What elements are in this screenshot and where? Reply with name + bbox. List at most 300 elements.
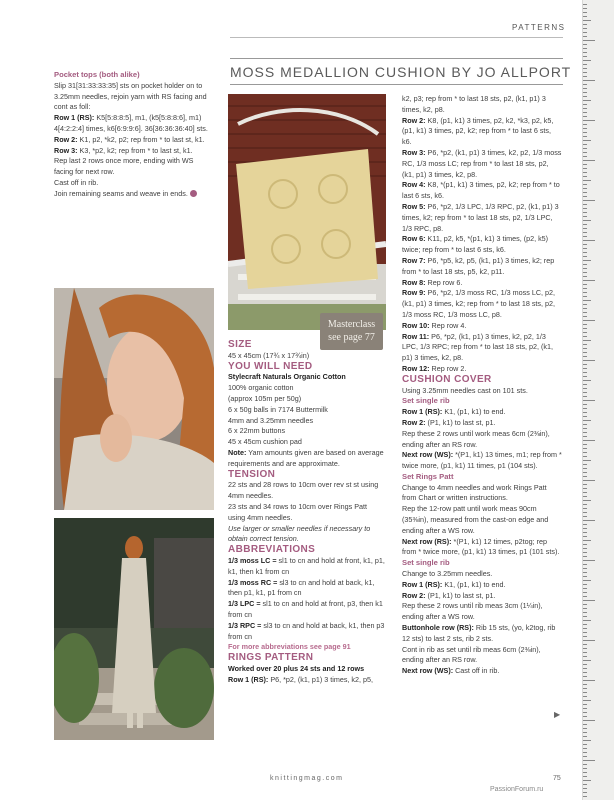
ruler-tick — [583, 636, 587, 637]
ruler-tick — [583, 676, 587, 677]
row-text: (P1, k1) to last st, p1. — [425, 590, 496, 600]
ruler-tick — [583, 196, 587, 197]
rings-row — [402, 321, 562, 332]
abbr-text: sl1 to cn and hold at front, k1, p1, k1, then k1 from cn — [228, 555, 385, 576]
ruler-tick — [583, 688, 587, 689]
row-label: Row 6: — [402, 234, 426, 244]
ruler-tick — [583, 424, 587, 425]
ruler-tick — [583, 596, 587, 597]
ruler-tick — [583, 244, 587, 245]
need-line: 4mm and 3.25mm needles — [228, 415, 314, 425]
ruler-tick — [583, 372, 587, 373]
ruler-tick — [583, 528, 587, 529]
pocket-row-2 — [54, 135, 214, 146]
row-label: Row 2: — [402, 115, 426, 125]
pattern-title: MOSS MEDALLION CUSHION BY JO ALLPORT — [230, 64, 572, 80]
ruler-tick — [583, 684, 587, 685]
row-text: P6, *p2, (k1, p1) 3 times, k2, p2, 1/3 LPC, 1/3 RPC; rep from * to last 18 sts, p2, (k1, p1) 3 times, k2, p8. — [402, 331, 553, 363]
ruler-tick — [583, 628, 587, 629]
ruler-tick — [583, 716, 587, 717]
ruler-tick — [583, 260, 591, 261]
ruler-tick — [583, 216, 587, 217]
row-label: Row 1 (RS): — [228, 674, 269, 684]
ruler-tick — [583, 88, 587, 89]
ruler-tick — [583, 780, 591, 781]
rings-row — [402, 234, 562, 256]
rib-repeat: Rep these 2 rows until rib meas 3cm (1¼in), ending after a WS row. — [402, 601, 543, 622]
row-text: K5[5:8:8:5], m1, (k5[5:8:8:6], m1) 4[4:2:2:4] times, k6[6:9:9:6]. 36[36:36:36:40] sts. — [54, 113, 208, 133]
ruler-tick — [583, 308, 587, 309]
ruler-tick — [583, 180, 591, 181]
ruler-tick — [583, 84, 587, 85]
ruler-tick — [583, 460, 591, 461]
ruler-tick — [583, 364, 587, 365]
row-text: K11, p2, k5, *(p1, k1) 3 times, (p2, k5) twice; rep from * to last 6 sts, k6. — [402, 234, 549, 255]
watermark: PassionForum.ru — [490, 786, 544, 793]
ruler-tick — [583, 420, 591, 421]
ruler-tick — [583, 476, 587, 477]
rib-instruction: Change to 3.25mm needles. — [402, 569, 493, 579]
buttonhole-row — [402, 623, 562, 645]
ruler-tick — [583, 412, 587, 413]
ruler-tick — [583, 796, 587, 797]
cushion-cover-heading: CUSHION COVER — [402, 373, 492, 385]
pocket-cast-off: Cast off in rib. — [54, 177, 99, 187]
ruler-tick — [583, 332, 587, 333]
ruler-tick — [583, 752, 587, 753]
row-label: Row 1 (RS): — [402, 579, 443, 589]
ruler-tick — [583, 400, 595, 401]
row-text: K3, *p2, k2; rep from * to last st, k1. — [77, 145, 193, 155]
ruler-tick — [583, 552, 587, 553]
ruler-tick — [583, 264, 587, 265]
abbr-label: 1/3 moss LC = — [228, 555, 277, 565]
ruler-tick — [583, 572, 587, 573]
rib-row — [402, 591, 562, 602]
set-single-rib-heading: Set single rib — [402, 396, 450, 406]
ruler-tick — [583, 120, 595, 121]
rib-row — [402, 407, 562, 418]
ruler-tick — [583, 316, 587, 317]
row-label: Row 2: — [54, 134, 78, 144]
title-rule-bottom — [230, 84, 563, 85]
row-label: Row 3: — [402, 147, 426, 157]
ruler-tick — [583, 176, 587, 177]
row-text: (P1, k1) to last st, p1. — [425, 417, 496, 427]
row-label: Row 12: — [402, 363, 430, 373]
row-label: Row 2: — [402, 417, 426, 427]
ruler-tick — [583, 192, 587, 193]
pocket-finishing — [54, 189, 214, 200]
ruler-tick — [583, 620, 591, 621]
ruler-tick — [583, 756, 587, 757]
ruler-tick — [583, 500, 591, 501]
row-label: Row 5: — [402, 201, 426, 211]
ruler-tick — [583, 556, 587, 557]
ruler-tick — [583, 336, 587, 337]
site-footer: knittingmag.com — [270, 775, 344, 782]
ruler-tick — [583, 188, 587, 189]
ruler-tick — [583, 744, 587, 745]
ruler-tick — [583, 444, 587, 445]
size-heading: SIZE — [228, 339, 252, 350]
ruler-tick — [583, 140, 591, 141]
ruler-tick — [583, 748, 587, 749]
ruler-tick — [583, 700, 591, 701]
ruler-tick — [583, 468, 587, 469]
row-text: Cast off in rib. — [453, 666, 500, 676]
ruler-tick — [583, 80, 595, 81]
model-closeup-photo — [54, 288, 214, 510]
ruler-tick — [583, 560, 595, 561]
ruler-tick — [583, 36, 587, 37]
ruler-tick — [583, 480, 595, 481]
ruler-tick — [583, 456, 587, 457]
rings-row — [402, 202, 562, 234]
ruler-tick — [583, 28, 587, 29]
ruler-tick — [583, 56, 587, 57]
rings-row-1 — [228, 675, 386, 686]
row-text: *(P1, k1) 12 times, p2tog; rep from * twice more, (p1, k1) 13 times, p1 (101 sts). — [402, 536, 560, 557]
ruler-tick — [583, 16, 587, 17]
ruler-tick — [583, 416, 587, 417]
ruler-tick — [583, 440, 595, 441]
row-text: Rep row 2. — [429, 363, 467, 373]
ruler-tick — [583, 208, 587, 209]
ruler-tick — [583, 8, 587, 9]
ruler-tick — [583, 652, 587, 653]
ruler-tick — [583, 672, 587, 673]
ruler-tick — [583, 664, 587, 665]
row-text: P6, *p2, (k1, p1) 3 times, k2, p2, 1/3 moss RC, 1/3 moss LC; rep from * to last 18 sts, p2, (k1, p1) 3 times, k2, p8. — [402, 147, 562, 179]
row-label: Row 1 (RS): — [402, 407, 443, 417]
ruler-tick — [583, 488, 587, 489]
rings-instruction: Rep the 12-row patt until work meas 90cm (35⅜in), measured from the cast-on edge and ending after a WS row. — [402, 504, 549, 535]
rings-next-row — [402, 537, 562, 559]
ruler-tick — [583, 724, 587, 725]
rib-continue: Cont in rib as set until rib meas 6cm (2⅜in), ending after an RS row. — [402, 644, 541, 665]
ruler-tick — [583, 44, 587, 45]
right-column — [402, 94, 562, 677]
ruler-tick — [583, 592, 587, 593]
ruler-tick — [583, 184, 587, 185]
ruler-tick — [583, 60, 591, 61]
page-number: 75 — [553, 775, 561, 782]
ruler-tick — [583, 32, 587, 33]
ruler-tick — [583, 204, 587, 205]
ruler-tick — [583, 692, 587, 693]
ruler-tick — [583, 656, 587, 657]
ruler-tick — [583, 624, 587, 625]
row-text: P6, *p2, 1/3 moss RC, 1/3 moss LC, p2, (k1, p1) 3 times, k2; rep from * to last 18 sts, p2, 1/3 moss RC, 1/3 moss LC, p8. — [402, 288, 555, 319]
ruler-tick — [583, 512, 587, 513]
ruler-tick — [583, 492, 587, 493]
note-text: Yarn amounts given are based on average requirements and are approximate. — [228, 447, 384, 468]
ruler-tick — [583, 668, 587, 669]
ruler-tick — [583, 312, 587, 313]
ruler-tick — [583, 712, 587, 713]
final-row — [402, 666, 562, 677]
rings-sub: Worked over 20 plus 24 sts and 12 rows — [228, 663, 365, 673]
set-single-rib-heading-2: Set single rib — [402, 558, 450, 568]
ruler-tick — [583, 404, 587, 405]
ruler-tick — [583, 452, 587, 453]
ruler-tick — [583, 116, 587, 117]
row-label: Row 3: — [54, 145, 78, 155]
row-text: Rep row 4. — [429, 320, 467, 330]
model-closeup-illustration — [54, 288, 214, 510]
ruler-tick — [583, 172, 587, 173]
row-text: K8, *(p1, k1) 3 times, p2, k2; rep from * to last 6 sts, k6. — [402, 180, 560, 201]
ruler-tick — [583, 288, 587, 289]
ruler-tick — [583, 224, 587, 225]
ruler-tick — [583, 20, 591, 21]
rib-row — [402, 580, 562, 591]
need-line: 45 x 45cm cushion pad — [228, 437, 302, 447]
ruler-tick — [583, 612, 587, 613]
tension-line: 22 sts and 28 rows to 10cm over rev st st using 4mm needles. — [228, 480, 379, 501]
row-text: K1, (p1, k1) to end. — [442, 579, 506, 589]
row-text: Rep row 6. — [425, 277, 463, 287]
ruler-tick — [583, 524, 587, 525]
row-label: Next row (WS): — [402, 450, 454, 460]
ruler-tick — [583, 96, 587, 97]
ruler-tick — [583, 68, 587, 69]
pocket-tops-section — [54, 70, 214, 200]
ruler-tick — [583, 484, 587, 485]
ruler-tick — [583, 156, 587, 157]
row-text: P6, *p2, 1/3 LPC, 1/3 RPC, p2, (k1, p1) 3 times, k2; rep from * to last 18 sts, p2, 1/3 LPC, 1/3 RPC, p8. — [402, 201, 559, 233]
ruler-tick — [583, 600, 595, 601]
ruler-tick — [583, 276, 587, 277]
ruler-tick — [583, 348, 587, 349]
more-abbreviations-link[interactable]: For more abbreviations see page 91 — [228, 642, 351, 652]
rings-row — [402, 116, 562, 148]
tension-heading: TENSION — [228, 468, 276, 480]
ruler-tick — [583, 540, 591, 541]
ruler-tick — [583, 340, 591, 341]
ruler-tick — [583, 296, 587, 297]
rib-row — [402, 418, 562, 429]
ruler-tick — [583, 132, 587, 133]
ruler-tick — [583, 720, 595, 721]
middle-column — [228, 340, 386, 686]
ruler-tick — [583, 4, 587, 5]
row-text: P6, *p5, k2, p5, (k1, p1) 3 times, k2; rep from * to last 18 sts, p5, k2, p11. — [402, 255, 555, 276]
row-label: Row 7: — [402, 255, 426, 265]
ruler-tick — [583, 516, 587, 517]
cover-intro: Using 3.25mm needles cast on 101 sts. — [402, 385, 528, 395]
row-continued: k2, p3; rep from * to last 18 sts, p2, (k1, p1) 3 times, k2, p8. — [402, 94, 546, 114]
ruler-tick — [583, 428, 587, 429]
ruler-tick — [583, 300, 591, 301]
ruler-tick — [583, 544, 587, 545]
ruler-tick — [583, 464, 587, 465]
ruler-tick — [583, 240, 595, 241]
ruler-tick — [583, 772, 587, 773]
ruler-tick — [583, 732, 587, 733]
ruler-tick — [583, 640, 595, 641]
need-line: 100% organic cotton — [228, 383, 294, 393]
end-mark-icon — [190, 190, 197, 197]
ruler-tick — [583, 108, 587, 109]
ruler-tick — [583, 320, 595, 321]
ruler-tick — [583, 660, 591, 661]
row-label: Row 10: — [402, 320, 430, 330]
ruler-tick — [583, 144, 587, 145]
ruler-tick — [583, 252, 587, 253]
ruler-tick — [583, 112, 587, 113]
ruler-tick — [583, 436, 587, 437]
ruler-tick — [583, 48, 587, 49]
ruler-tick — [583, 532, 587, 533]
rings-row — [402, 288, 562, 320]
ruler-tick — [583, 784, 587, 785]
ruler-tick — [583, 392, 587, 393]
rings-row — [402, 148, 562, 180]
cushion-photo — [228, 94, 386, 330]
ruler-strip — [582, 0, 614, 800]
need-line: 6 x 50g balls in 7174 Buttermilk — [228, 404, 328, 414]
abbr-text: sl1 to cn and hold at front, p3, then k1 from cn — [228, 599, 383, 619]
ruler-tick — [583, 472, 587, 473]
ruler-tick — [583, 256, 587, 257]
ruler-tick — [583, 368, 587, 369]
ruler-tick — [583, 728, 587, 729]
ruler-tick — [583, 164, 587, 165]
abbreviations-heading: ABBREVIATIONS — [228, 544, 316, 556]
ruler-tick — [583, 736, 587, 737]
ruler-tick — [583, 24, 587, 25]
ruler-tick — [583, 220, 591, 221]
ruler-tick — [583, 280, 595, 281]
abbr-label: 1/3 LPC = — [228, 599, 261, 609]
ruler-tick — [583, 580, 591, 581]
ruler-tick — [583, 76, 587, 77]
row-label: Row 4: — [402, 180, 426, 190]
ruler-tick — [583, 584, 587, 585]
ruler-tick — [583, 128, 587, 129]
rings-row — [402, 278, 562, 289]
ruler-tick — [583, 124, 587, 125]
yarn-note — [228, 448, 386, 470]
ruler-tick — [583, 704, 587, 705]
ruler-tick — [583, 504, 587, 505]
ruler-tick — [583, 12, 587, 13]
ruler-tick — [583, 168, 587, 169]
row-label: Next row (WS): — [402, 666, 454, 676]
ruler-tick — [583, 52, 587, 53]
ruler-tick — [583, 356, 587, 357]
title-rule-top — [230, 58, 563, 59]
tension-note: Use larger or smaller needles if necessary to obtain correct tension. — [228, 523, 371, 544]
abbr-item — [228, 599, 386, 621]
badge-line-1: Masterclass — [327, 319, 376, 330]
ruler-tick — [583, 160, 595, 161]
ruler-tick — [583, 388, 587, 389]
ruler-tick — [583, 764, 587, 765]
ruler-tick — [583, 604, 587, 605]
you-will-need-heading: YOU WILL NEED — [228, 360, 313, 372]
ruler-tick — [583, 648, 587, 649]
ruler-tick — [583, 576, 587, 577]
ruler-tick — [583, 568, 587, 569]
rings-instruction: Change to 4mm needles and work Rings Patt from Chart or written instructions. — [402, 482, 547, 503]
ruler-tick — [583, 380, 591, 381]
ruler-tick — [583, 228, 587, 229]
header-rule — [230, 37, 563, 38]
ruler-tick — [583, 200, 595, 201]
ruler-tick — [583, 776, 587, 777]
ruler-tick — [583, 360, 595, 361]
ruler-tick — [583, 272, 587, 273]
rib-repeat: Rep these 2 rows until work meas 6cm (2⅜in), ending after an RS row. — [402, 428, 550, 449]
ruler-tick — [583, 92, 587, 93]
cardigan-illustration — [54, 518, 214, 740]
ruler-tick — [583, 376, 587, 377]
note-label: Note: — [228, 447, 247, 457]
ruler-tick — [583, 236, 587, 237]
row-text: K8, (p1, k1) 3 times, p2, k2, *k3, p2, k5, (p1, k1) 3 times, p2, k2; rep from * to last 6 sts, k6. — [402, 115, 554, 147]
row-text: P6, *p2, (k1, p1) 3 times, k2, p5, — [268, 674, 373, 684]
ruler-tick — [583, 284, 587, 285]
ruler-tick — [583, 632, 587, 633]
row-label: Row 8: — [402, 277, 426, 287]
ruler-tick — [583, 292, 587, 293]
ruler-tick — [583, 408, 587, 409]
rings-pattern-heading: RINGS PATTERN — [228, 652, 314, 664]
abbr-item — [228, 621, 386, 643]
ruler-tick — [583, 760, 595, 761]
ruler-tick — [583, 268, 587, 269]
ruler-tick — [583, 508, 587, 509]
ruler-tick — [583, 616, 587, 617]
rings-row — [402, 180, 562, 202]
ruler-tick — [583, 520, 595, 521]
ruler-tick — [583, 396, 587, 397]
need-line: (approx 105m per 50g) — [228, 393, 302, 403]
continue-arrow-icon: ▶ — [554, 710, 561, 719]
ruler-tick — [583, 432, 587, 433]
ruler-tick — [583, 344, 587, 345]
ruler-tick — [583, 136, 587, 137]
row-label: Buttonhole row (RS): — [402, 623, 474, 633]
row-label: Row 2: — [402, 590, 426, 600]
ruler-tick — [583, 64, 587, 65]
row-label: Row 1 (RS): — [54, 113, 95, 123]
rings-row — [402, 332, 562, 364]
abbr-item — [228, 578, 386, 600]
ruler-tick — [583, 788, 587, 789]
ruler-tick — [583, 72, 587, 73]
row-text: K1, (p1, k1) to end. — [442, 407, 506, 417]
ruler-tick — [583, 708, 587, 709]
row-label: Row 9: — [402, 288, 426, 298]
row-text: K1, p2, *k2, p2; rep from * to last st, k1. — [77, 134, 205, 144]
ruler-tick — [583, 696, 587, 697]
set-rings-patt-heading: Set Rings Patt — [402, 471, 454, 481]
ruler-tick — [583, 212, 587, 213]
ruler-tick — [583, 148, 587, 149]
section-label: PATTERNS — [512, 23, 566, 32]
tension-line: 23 sts and 34 rows to 10cm over Rings Patt using 4mm needles. — [228, 501, 368, 522]
ruler-tick — [583, 496, 587, 497]
abbr-label: 1/3 RPC = — [228, 620, 262, 630]
ruler-tick — [583, 608, 587, 609]
row-label: Next row (RS): — [402, 536, 452, 546]
ruler-tick — [583, 588, 587, 589]
ruler-tick — [583, 768, 587, 769]
